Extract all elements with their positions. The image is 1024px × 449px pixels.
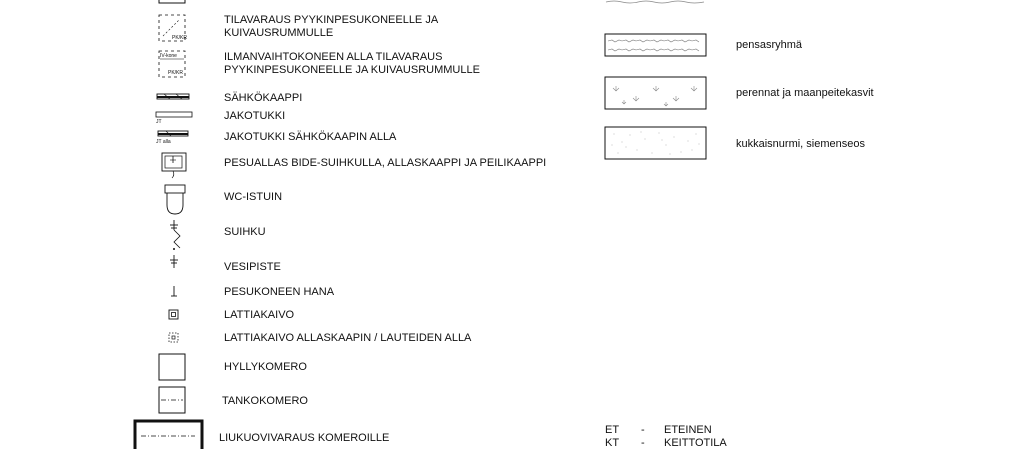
electrical-cabinet-symbol xyxy=(156,91,192,103)
floor-drain-under-symbol xyxy=(168,332,180,344)
washer-dryer-space-symbol xyxy=(158,14,188,42)
abbr-code-et: ET xyxy=(605,424,620,436)
shower-symbol xyxy=(166,218,186,252)
toilet-symbol xyxy=(163,183,187,217)
manifold-under-cabinet-symbol xyxy=(154,128,194,146)
label-perennat: perennat ja maanpeitekasvit xyxy=(736,87,874,99)
floor-drain-symbol xyxy=(168,309,180,321)
ventilation-unit-symbol xyxy=(158,50,188,78)
pk-kr-text-2: PK/KR xyxy=(168,70,184,76)
label-pensasryhma: pensasryhmä xyxy=(736,39,803,51)
label-vesipiste: VESIPISTE xyxy=(224,261,281,273)
jt-text: JT xyxy=(156,119,162,125)
label-wc: WC-ISTUIN xyxy=(224,191,283,203)
label-jakotukki-alla: JAKOTUKKI SÄHKÖKAAPIN ALLA xyxy=(224,131,397,143)
shelf-closet-symbol xyxy=(158,353,188,383)
water-point-symbol xyxy=(168,254,182,270)
label-suihku: SUIHKU xyxy=(224,226,266,238)
abbr-text-kt: KEITTOTILA xyxy=(664,437,727,449)
abbr-sep-kt: - xyxy=(641,437,645,449)
rod-closet-symbol xyxy=(158,386,188,416)
jt-alla-text: JT alla xyxy=(156,139,171,145)
label-tilavaraus-1: TILAVARAUS PYYKINPESUKONEELLE JA xyxy=(224,14,439,26)
label-tilavaraus-2: KUIVAUSRUMMULLE xyxy=(224,27,334,39)
label-tankokomero: TANKOKOMERO xyxy=(222,395,308,407)
perennials-swatch xyxy=(604,76,708,112)
washer-tap-symbol xyxy=(168,285,182,299)
iv-kone-text: IV-kone xyxy=(160,53,177,59)
label-hyllykomero: HYLLYKOMERO xyxy=(224,361,307,373)
label-lattiakaivo-alla: LATTIAKAIVO ALLASKAAPIN / LAUTEIDEN ALLA xyxy=(224,332,472,344)
shrub-group-swatch xyxy=(604,33,708,59)
flower-meadow-swatch xyxy=(604,126,708,162)
cutoff-symbol xyxy=(158,0,188,6)
manifold-symbol xyxy=(154,109,194,125)
label-hana: PESUKONEEN HANA xyxy=(224,286,335,298)
label-ilmanvaihto-2: PYYKINPESUKONEELLE JA KUIVAUSRUMMULLE xyxy=(224,64,480,76)
label-jakotukki: JAKOTUKKI xyxy=(224,110,286,122)
label-liukuovi: LIUKUOVIVARAUS KOMEROILLE xyxy=(219,432,390,444)
label-pesuallas: PESUALLAS BIDE-SUIHKULLA, ALLASKAAPPI JA PEILIKAAPPI xyxy=(224,157,547,169)
abbr-text-et: ETEINEN xyxy=(664,424,712,436)
cutoff-pattern xyxy=(604,0,708,6)
label-kukkaisnurmi: kukkaisnurmi, siemenseos xyxy=(736,138,865,150)
abbr-sep-et: - xyxy=(641,424,645,436)
abbr-code-kt: KT xyxy=(605,437,620,449)
label-sahkokaappi: SÄHKÖKAAPPI xyxy=(224,92,303,104)
label-lattiakaivo: LATTIAKAIVO xyxy=(224,309,295,321)
pk-kr-text: PK/KR xyxy=(172,35,188,41)
label-ilmanvaihto-1: ILMANVAIHTOKONEEN ALLA TILAVARAUS xyxy=(224,51,443,63)
sink-bidet-symbol xyxy=(160,151,188,181)
